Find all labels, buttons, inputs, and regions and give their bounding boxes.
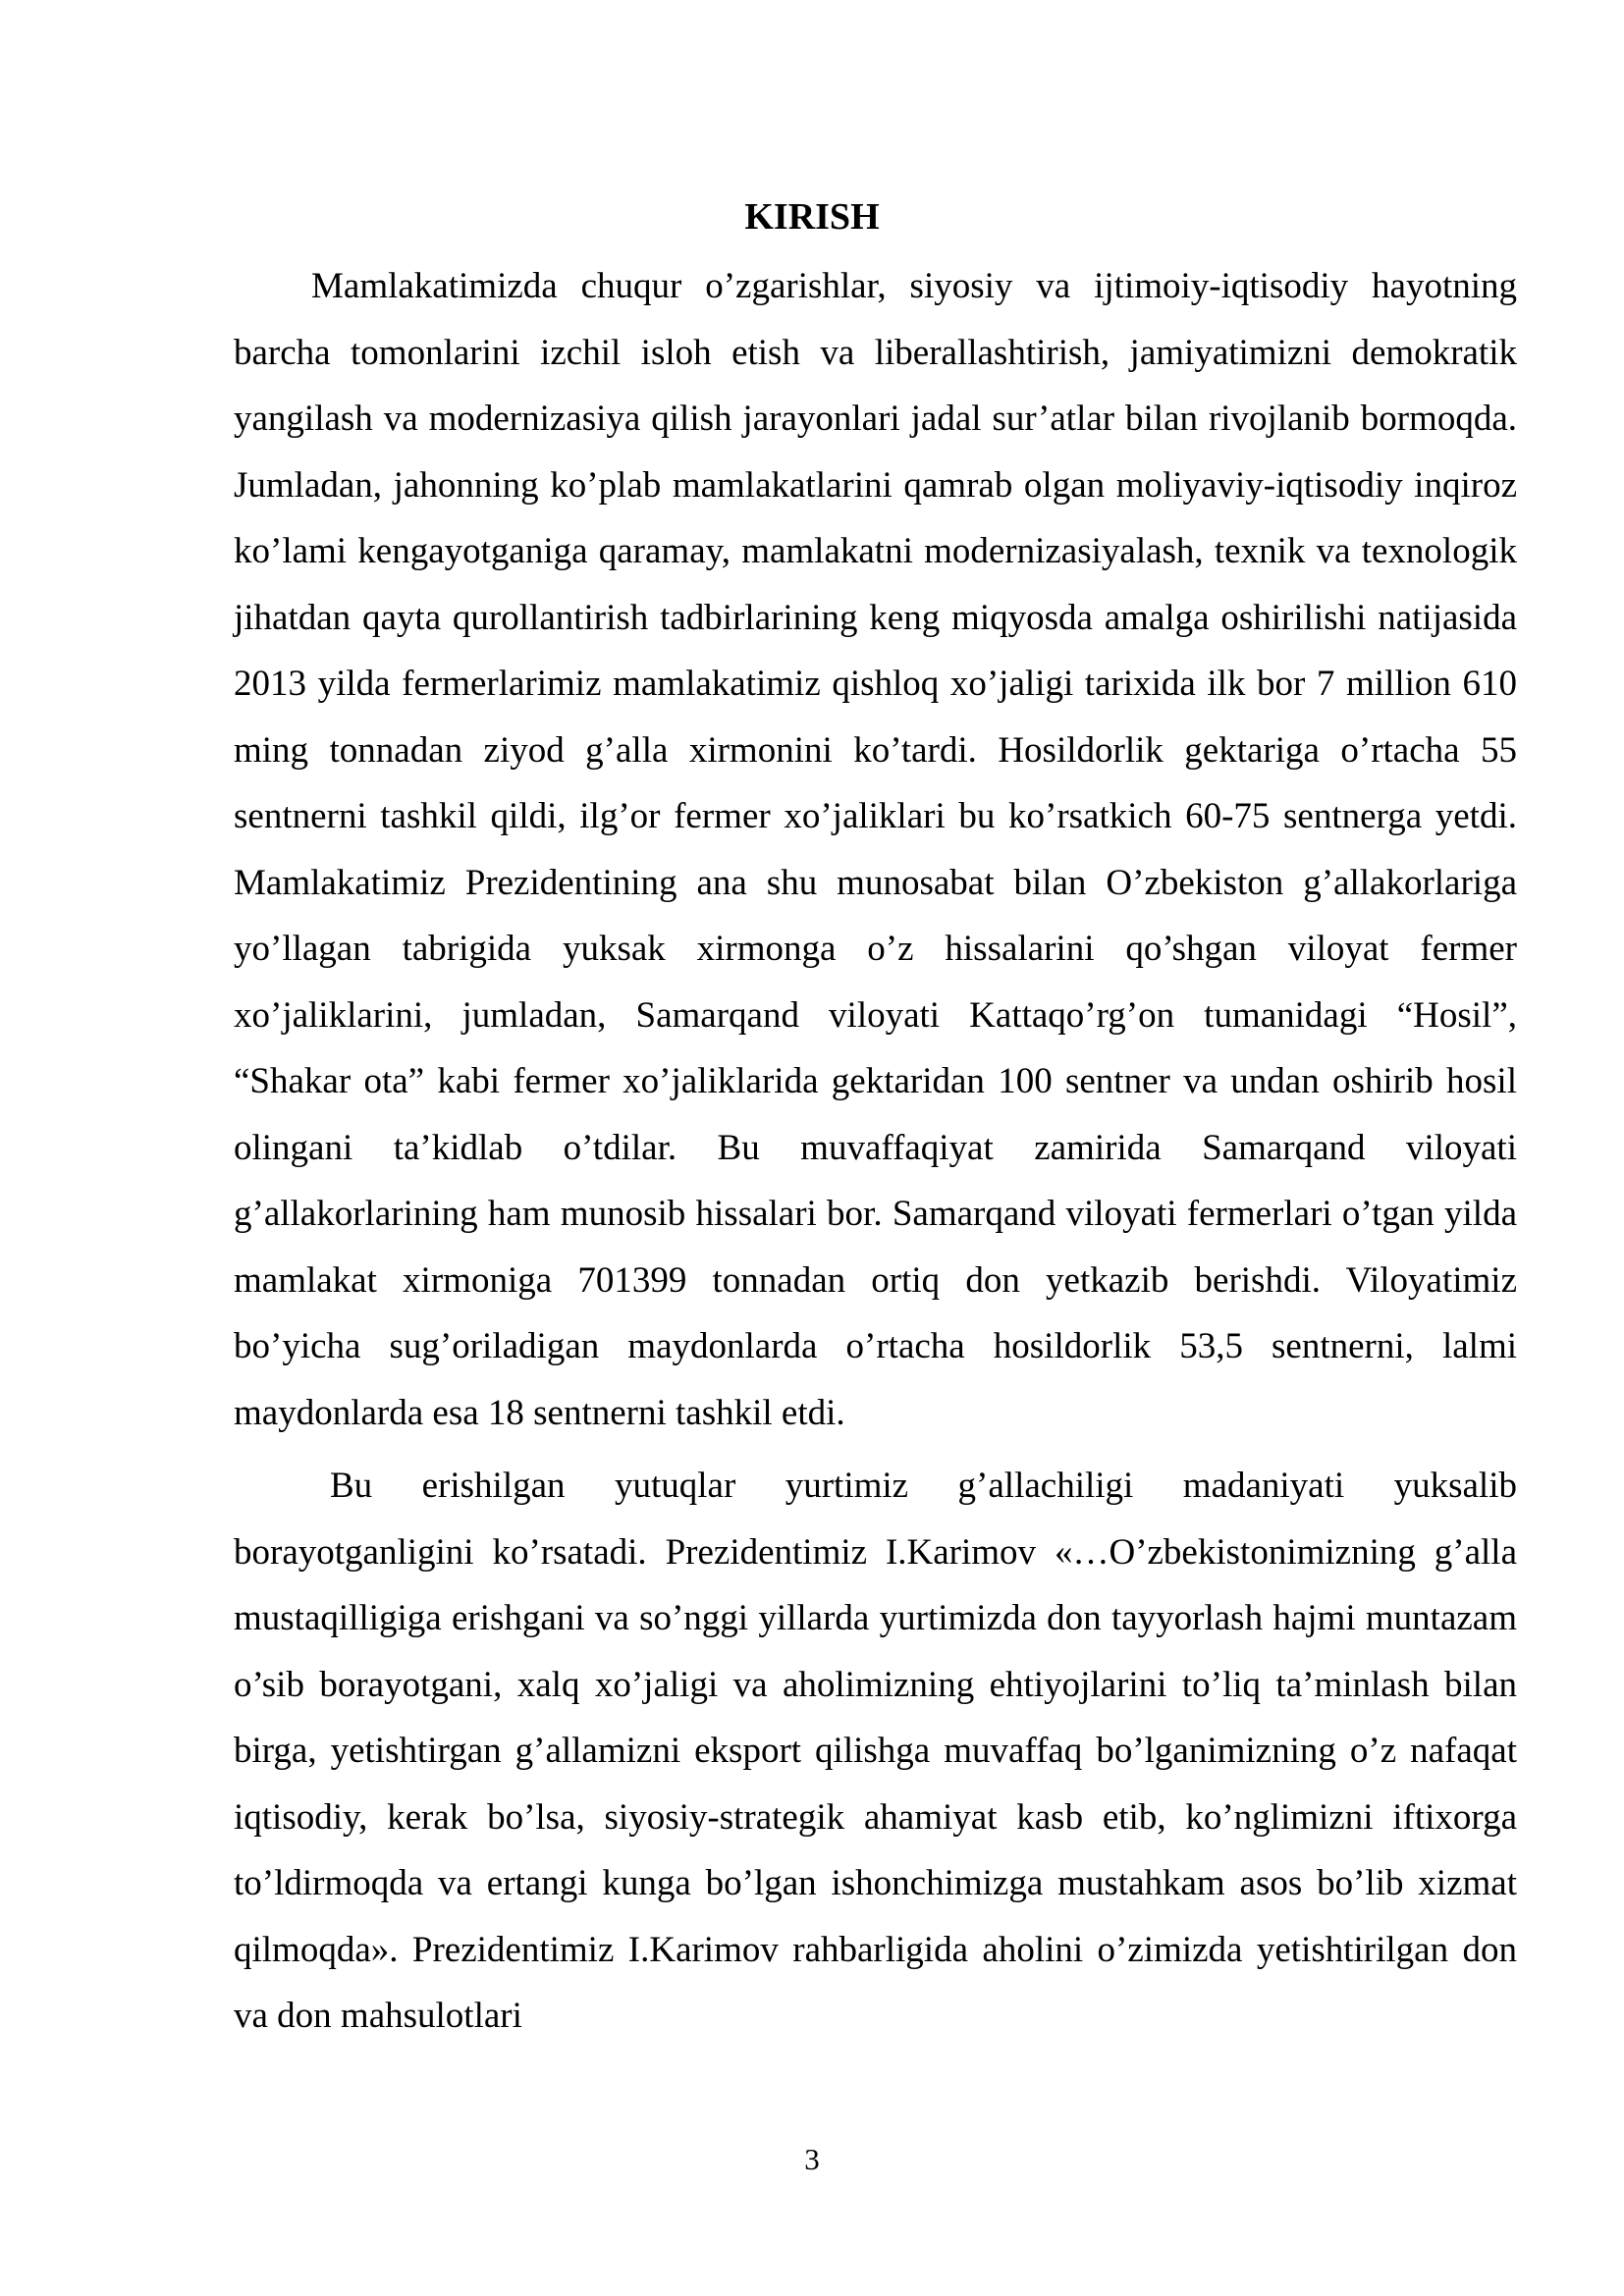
paragraph-1: Mamlakatimizda chuqur o’zgarishlar, siyosiy va ijtimoiy-iqtisodiy hayotning barcha tomonlarini izchil isloh etish va liberallashtirish, jamiyatimizni demokratik yangilash va modernizasiya qilish jarayonlari jadal sur’atlar bilan rivojlanib bormoqda. Jumladan, jahonning ko’plab mamlakatlarini qamrab olgan moliyaviy-iqtisodiy inqiroz ko’lami kengayotganiga qaramay, mamlakatni modernizasiyalash, texnik va texnologik jihatdan qayta qurollantirish tadbirlarining keng miqyosda amalga oshirilishi natijasida 2013 yilda fermerlarimiz mamlakatimiz qishloq xo’jaligi tarixida ilk bor 7 million 610 ming tonnadan ziyod g’alla xirmonini ko’tardi. Hosildorlik gektariga o’rtacha 55 sentnerni tashkil qildi, ilg’or fermer xo’jaliklari bu ko’rsatkich 60-75 sentnerga yetdi. Mamlakatimiz Prezidentining ana shu munosabat bilan O’zbekiston g’allakorlariga yo’llagan tabrigida yuksak xirmonga o’z hissalarini qo’shgan viloyat fermer xo’jaliklarini, jumladan, Samarqand viloyati Kattaqo’rg’on tumanidagi “Hosil”, “Shakar ota” kabi fermer xo’jaliklarida gektaridan 100 sentner va undan oshirib hosil olingani ta’kidlab o’tdilar. Bu muvaffaqiyat zamirida Samarqand viloyati g’allakorlarining ham munosib hissalari bor. Samarqand viloyati fermerlari o’tgan yilda mamlakat xirmoniga 701399 tonnadan ortiq don yetkazib berishdi. Viloyatimiz bo’yicha sug’oriladigan maydonlarda o’rtacha hosildorlik 53,5 sentnerni, lalmi maydonlarda esa 18 sentnerni tashkil etdi. [234,266,1517,1433]
page-number: 3 [804,2142,820,2176]
paragraph-2: Bu erishilgan yutuqlar yurtimiz g’allachiligi madaniyati yuksalib borayotganligini ko’rsatadi. Prezidentimiz I.Karimov «…O’zbekistonimizning g’alla mustaqilligiga erishgani va so’nggi yillarda yurtimizda don tayyorlash hajmi muntazam o’sib borayotgani, xalq xo’jaligi va aholimizning ehtiyojlarini to’liq ta’minlash bilan birga, yetishtirgan g’allamizni eksport qilishga muvaffaq bo’lganimizning o’z nafaqat iqtisodiy, kerak bo’lsa, siyosiy-strategik ahamiyat kasb etib, ko’nglimizni iftixorga to’ldirmoqda va ertangi kunga bo’lgan ishonchimizga mustahkam asos bo’lib xizmat qilmoqda». Prezidentimiz I.Karimov rahbarligida aholini o’zimizda yetishtirilgan don va don mahsulotlari [234,1466,1517,2036]
body-text [234,253,1517,2050]
page-title: KIRISH [744,196,880,238]
